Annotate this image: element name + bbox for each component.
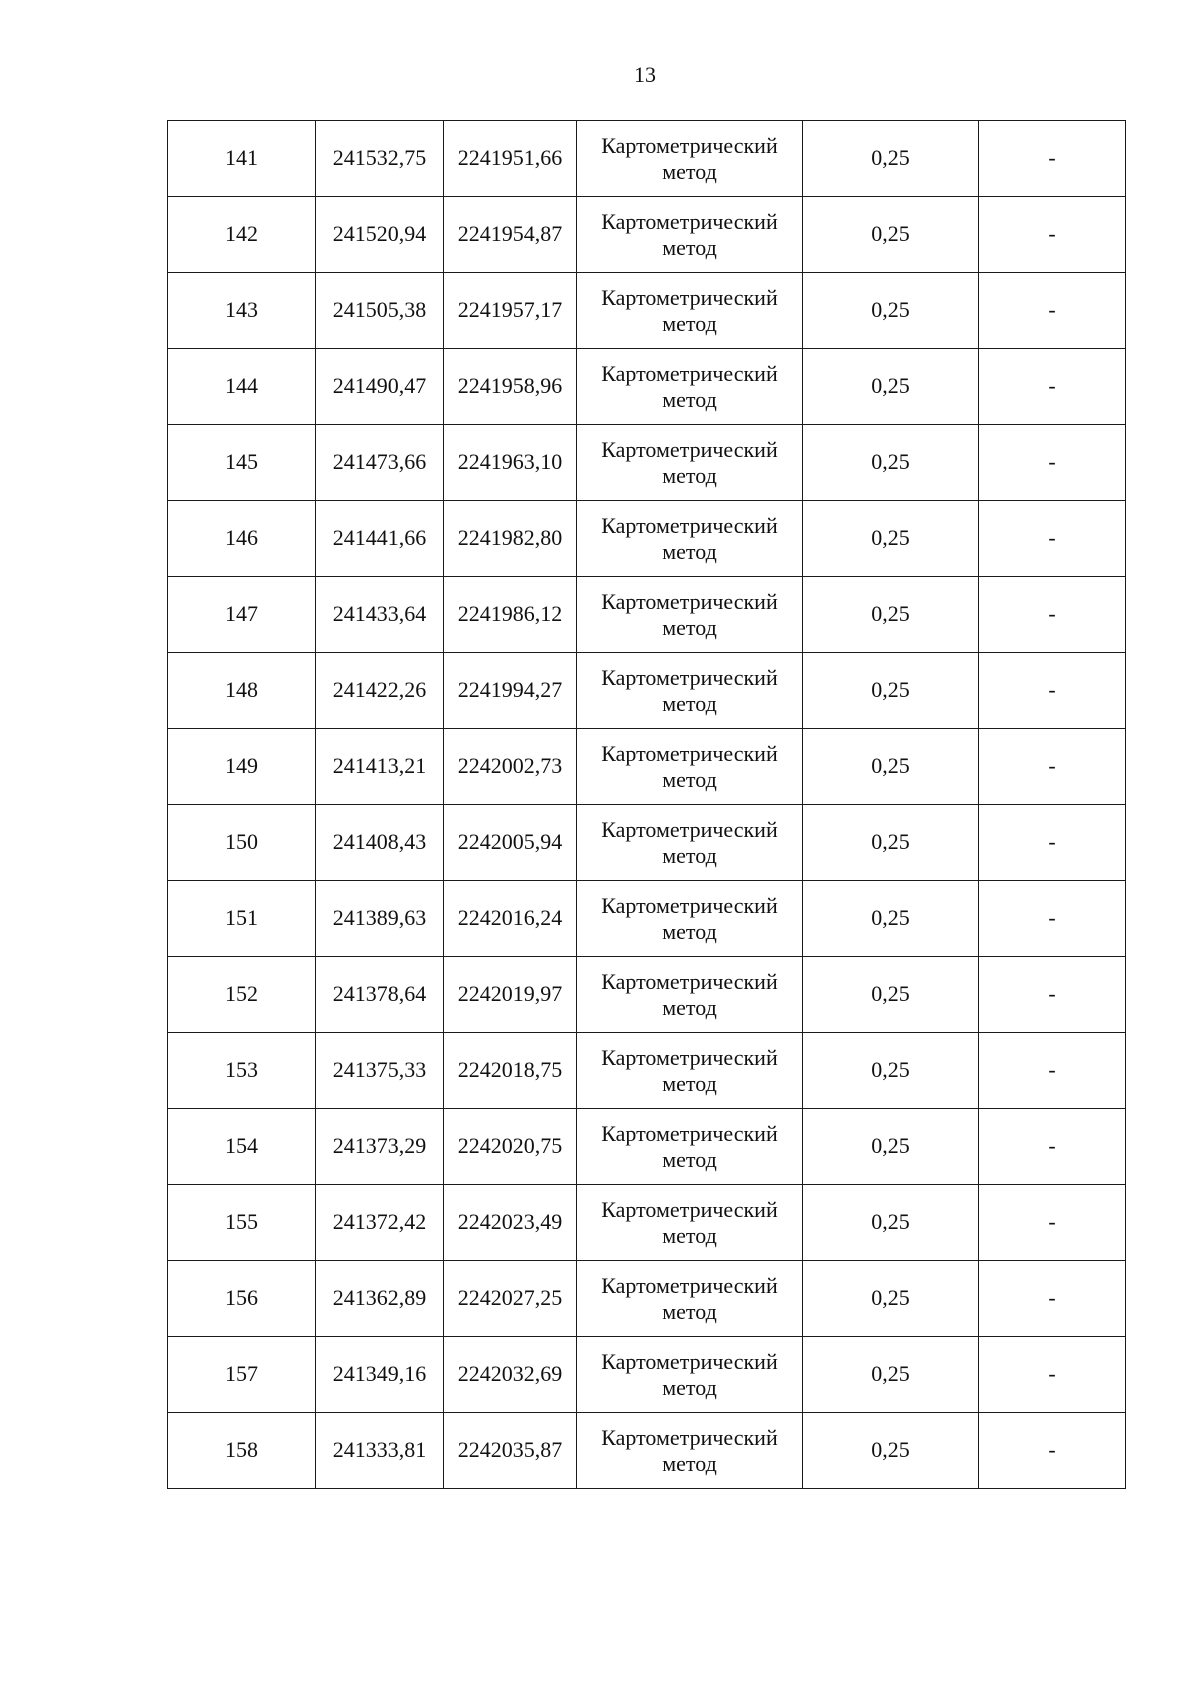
point-number-cell: 146 bbox=[168, 501, 316, 577]
method-line-1: Картометрический bbox=[601, 285, 778, 311]
x-coordinate-cell: 241333,81 bbox=[316, 1413, 444, 1489]
accuracy-cell: 0,25 bbox=[803, 881, 979, 957]
table-row bbox=[168, 1185, 1126, 1261]
y-coordinate-cell: 2242018,75 bbox=[444, 1033, 577, 1109]
table-row bbox=[168, 1109, 1126, 1185]
point-number-cell: 156 bbox=[168, 1261, 316, 1337]
note-cell: - bbox=[979, 1109, 1126, 1185]
point-number-cell: 153 bbox=[168, 1033, 316, 1109]
note-cell: - bbox=[979, 425, 1126, 501]
method-line-1: Картометрический bbox=[601, 133, 778, 159]
x-coordinate-cell: 241433,64 bbox=[316, 577, 444, 653]
method-line-2: метод bbox=[662, 1450, 717, 1476]
method-line-2: метод bbox=[662, 310, 717, 336]
x-coordinate-cell: 241378,64 bbox=[316, 957, 444, 1033]
table-row bbox=[168, 577, 1126, 653]
method-line-2: метод bbox=[662, 614, 717, 640]
y-coordinate-cell: 2242016,24 bbox=[444, 881, 577, 957]
table-row bbox=[168, 273, 1126, 349]
method-line-2: метод bbox=[662, 386, 717, 412]
accuracy-cell: 0,25 bbox=[803, 1033, 979, 1109]
method-line-2: метод bbox=[662, 918, 717, 944]
method-line-1: Картометрический bbox=[601, 1425, 778, 1451]
point-number-cell: 144 bbox=[168, 349, 316, 425]
point-number-cell: 148 bbox=[168, 653, 316, 729]
y-coordinate-cell: 2242020,75 bbox=[444, 1109, 577, 1185]
table-row bbox=[168, 121, 1126, 197]
y-coordinate-cell: 2242019,97 bbox=[444, 957, 577, 1033]
method-cell bbox=[577, 1033, 803, 1109]
method-cell bbox=[577, 881, 803, 957]
method-line-2: метод bbox=[662, 1222, 717, 1248]
method-cell bbox=[577, 1109, 803, 1185]
y-coordinate-cell: 2241963,10 bbox=[444, 425, 577, 501]
method-cell bbox=[577, 1261, 803, 1337]
method-line-2: метод bbox=[662, 690, 717, 716]
method-line-2: метод bbox=[662, 842, 717, 868]
accuracy-cell: 0,25 bbox=[803, 1413, 979, 1489]
y-coordinate-cell: 2241951,66 bbox=[444, 121, 577, 197]
method-cell bbox=[577, 729, 803, 805]
note-cell: - bbox=[979, 1185, 1126, 1261]
y-coordinate-cell: 2242002,73 bbox=[444, 729, 577, 805]
method-line-1: Картометрический bbox=[601, 437, 778, 463]
note-cell: - bbox=[979, 501, 1126, 577]
point-number-cell: 149 bbox=[168, 729, 316, 805]
method-cell bbox=[577, 273, 803, 349]
method-cell bbox=[577, 349, 803, 425]
accuracy-cell: 0,25 bbox=[803, 425, 979, 501]
note-cell: - bbox=[979, 805, 1126, 881]
accuracy-cell: 0,25 bbox=[803, 805, 979, 881]
method-line-2: метод bbox=[662, 1146, 717, 1172]
method-line-1: Картометрический bbox=[601, 1197, 778, 1223]
method-line-1: Картометрический bbox=[601, 665, 778, 691]
table-row bbox=[168, 197, 1126, 273]
method-cell bbox=[577, 805, 803, 881]
table-row bbox=[168, 1413, 1126, 1489]
point-number-cell: 145 bbox=[168, 425, 316, 501]
accuracy-cell: 0,25 bbox=[803, 729, 979, 805]
table-row bbox=[168, 425, 1126, 501]
method-line-1: Картометрический bbox=[601, 513, 778, 539]
accuracy-cell: 0,25 bbox=[803, 121, 979, 197]
point-number-cell: 142 bbox=[168, 197, 316, 273]
method-cell bbox=[577, 501, 803, 577]
accuracy-cell: 0,25 bbox=[803, 577, 979, 653]
note-cell: - bbox=[979, 1337, 1126, 1413]
point-number-cell: 143 bbox=[168, 273, 316, 349]
table-row bbox=[168, 1337, 1126, 1413]
y-coordinate-cell: 2241982,80 bbox=[444, 501, 577, 577]
x-coordinate-cell: 241375,33 bbox=[316, 1033, 444, 1109]
point-number-cell: 157 bbox=[168, 1337, 316, 1413]
table-row bbox=[168, 501, 1126, 577]
x-coordinate-cell: 241532,75 bbox=[316, 121, 444, 197]
accuracy-cell: 0,25 bbox=[803, 1337, 979, 1413]
method-cell bbox=[577, 1337, 803, 1413]
method-line-2: метод bbox=[662, 462, 717, 488]
note-cell: - bbox=[979, 197, 1126, 273]
point-number-cell: 151 bbox=[168, 881, 316, 957]
method-line-1: Картометрический bbox=[601, 361, 778, 387]
note-cell: - bbox=[979, 653, 1126, 729]
note-cell: - bbox=[979, 881, 1126, 957]
method-cell bbox=[577, 653, 803, 729]
method-line-1: Картометрический bbox=[601, 1273, 778, 1299]
accuracy-cell: 0,25 bbox=[803, 501, 979, 577]
y-coordinate-cell: 2242035,87 bbox=[444, 1413, 577, 1489]
method-cell bbox=[577, 197, 803, 273]
y-coordinate-cell: 2242027,25 bbox=[444, 1261, 577, 1337]
point-number-cell: 150 bbox=[168, 805, 316, 881]
accuracy-cell: 0,25 bbox=[803, 273, 979, 349]
y-coordinate-cell: 2241954,87 bbox=[444, 197, 577, 273]
method-line-2: метод bbox=[662, 158, 717, 184]
accuracy-cell: 0,25 bbox=[803, 1185, 979, 1261]
method-line-1: Картометрический bbox=[601, 1045, 778, 1071]
method-cell bbox=[577, 425, 803, 501]
method-cell bbox=[577, 1185, 803, 1261]
note-cell: - bbox=[979, 349, 1126, 425]
accuracy-cell: 0,25 bbox=[803, 1109, 979, 1185]
method-line-2: метод bbox=[662, 538, 717, 564]
table-row bbox=[168, 653, 1126, 729]
note-cell: - bbox=[979, 729, 1126, 805]
x-coordinate-cell: 241441,66 bbox=[316, 501, 444, 577]
table-row bbox=[168, 957, 1126, 1033]
accuracy-cell: 0,25 bbox=[803, 653, 979, 729]
x-coordinate-cell: 241413,21 bbox=[316, 729, 444, 805]
x-coordinate-cell: 241389,63 bbox=[316, 881, 444, 957]
note-cell: - bbox=[979, 121, 1126, 197]
method-line-1: Картометрический bbox=[601, 589, 778, 615]
table-row bbox=[168, 1033, 1126, 1109]
page-number: 13 bbox=[634, 62, 656, 87]
point-number-cell: 152 bbox=[168, 957, 316, 1033]
note-cell: - bbox=[979, 1033, 1126, 1109]
x-coordinate-cell: 241422,26 bbox=[316, 653, 444, 729]
point-number-cell: 154 bbox=[168, 1109, 316, 1185]
accuracy-cell: 0,25 bbox=[803, 349, 979, 425]
method-line-1: Картометрический bbox=[601, 969, 778, 995]
table-row bbox=[168, 349, 1126, 425]
method-line-1: Картометрический bbox=[601, 209, 778, 235]
note-cell: - bbox=[979, 1261, 1126, 1337]
point-number-cell: 158 bbox=[168, 1413, 316, 1489]
point-number-cell: 147 bbox=[168, 577, 316, 653]
y-coordinate-cell: 2241957,17 bbox=[444, 273, 577, 349]
method-line-2: метод bbox=[662, 994, 717, 1020]
x-coordinate-cell: 241520,94 bbox=[316, 197, 444, 273]
coordinates-table bbox=[167, 120, 1126, 1489]
table-row bbox=[168, 881, 1126, 957]
y-coordinate-cell: 2241958,96 bbox=[444, 349, 577, 425]
x-coordinate-cell: 241473,66 bbox=[316, 425, 444, 501]
table-row bbox=[168, 729, 1126, 805]
x-coordinate-cell: 241505,38 bbox=[316, 273, 444, 349]
x-coordinate-cell: 241362,89 bbox=[316, 1261, 444, 1337]
note-cell: - bbox=[979, 273, 1126, 349]
method-line-1: Картометрический bbox=[601, 1349, 778, 1375]
method-line-2: метод bbox=[662, 766, 717, 792]
y-coordinate-cell: 2241994,27 bbox=[444, 653, 577, 729]
y-coordinate-cell: 2241986,12 bbox=[444, 577, 577, 653]
x-coordinate-cell: 241372,42 bbox=[316, 1185, 444, 1261]
accuracy-cell: 0,25 bbox=[803, 197, 979, 273]
accuracy-cell: 0,25 bbox=[803, 957, 979, 1033]
method-cell bbox=[577, 577, 803, 653]
method-line-2: метод bbox=[662, 234, 717, 260]
method-cell bbox=[577, 121, 803, 197]
table-row bbox=[168, 805, 1126, 881]
y-coordinate-cell: 2242023,49 bbox=[444, 1185, 577, 1261]
y-coordinate-cell: 2242032,69 bbox=[444, 1337, 577, 1413]
y-coordinate-cell: 2242005,94 bbox=[444, 805, 577, 881]
method-cell bbox=[577, 1413, 803, 1489]
x-coordinate-cell: 241490,47 bbox=[316, 349, 444, 425]
method-cell bbox=[577, 957, 803, 1033]
point-number-cell: 155 bbox=[168, 1185, 316, 1261]
point-number-cell: 141 bbox=[168, 121, 316, 197]
method-line-2: метод bbox=[662, 1374, 717, 1400]
table-row bbox=[168, 1261, 1126, 1337]
method-line-2: метод bbox=[662, 1070, 717, 1096]
note-cell: - bbox=[979, 577, 1126, 653]
method-line-1: Картометрический bbox=[601, 893, 778, 919]
method-line-2: метод bbox=[662, 1298, 717, 1324]
x-coordinate-cell: 241373,29 bbox=[316, 1109, 444, 1185]
accuracy-cell: 0,25 bbox=[803, 1261, 979, 1337]
note-cell: - bbox=[979, 1413, 1126, 1489]
method-line-1: Картометрический bbox=[601, 741, 778, 767]
method-line-1: Картометрический bbox=[601, 1121, 778, 1147]
x-coordinate-cell: 241349,16 bbox=[316, 1337, 444, 1413]
method-line-1: Картометрический bbox=[601, 817, 778, 843]
coordinates-table-body bbox=[168, 121, 1126, 1489]
note-cell: - bbox=[979, 957, 1126, 1033]
x-coordinate-cell: 241408,43 bbox=[316, 805, 444, 881]
